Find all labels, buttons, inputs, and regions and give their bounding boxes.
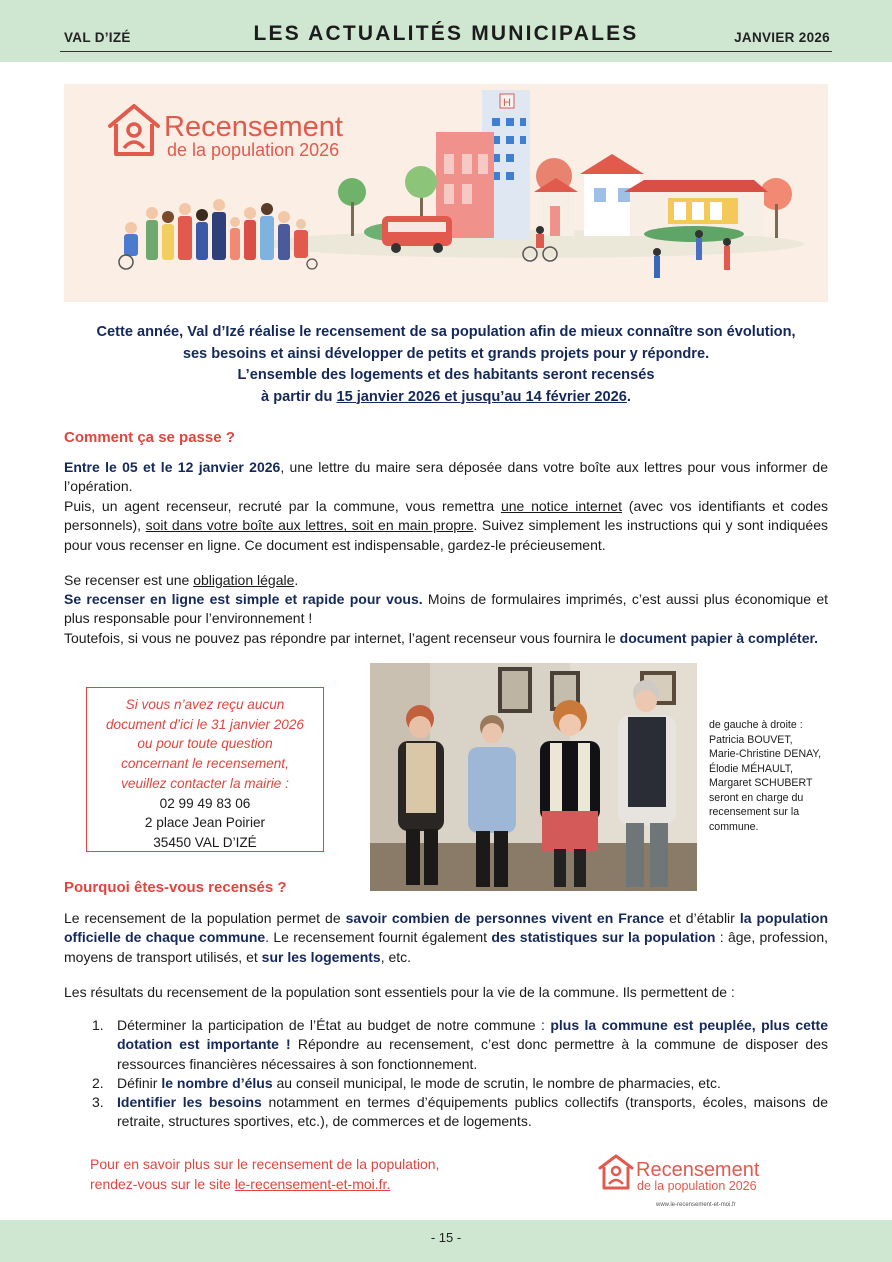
photo-caption: de gauche à droite : Patricia BOUVET, Marie-Christine DENAY, Élodie MÉHAULT, Margaret SCHUBERT seront en charge du recensement sur la commune.	[709, 719, 822, 833]
people-group-illustration	[119, 199, 317, 269]
intro-line-4: à partir du 15 janvier 2026 et jusqu’au 14 février 2026.	[261, 388, 631, 405]
mairie-phone: 02 99 49 83 06	[159, 795, 251, 811]
mairie-street: 2 place Jean Poirier	[144, 815, 266, 831]
intro-line-3: L’ensemble des logements et des habitants seront recensés	[237, 367, 655, 383]
section-how-paragraph-1: Entre le 05 et le 12 janvier 2026, une lettre du maire sera déposée dans votre boîte aux lettres pour vous informer de l’opération.	[64, 459, 828, 495]
svg-text:H: H	[503, 97, 511, 109]
list-item: 3. Identifier les besoins notamment en termes d’équipements publics collectifs (transports, écoles, maisons de retraite, structures sportives, etc.), de commerces et de logements.	[92, 1094, 828, 1130]
banner-logo-title: Recensement	[164, 111, 343, 143]
mairie-city: 35450 VAL D’IZÉ	[153, 834, 257, 850]
section-why-paragraph-2: Les résultats du recensement de la population sont essentiels pour la vie de la commune. Ils permettent de :	[64, 984, 735, 1000]
footer-logo-subtitle: de la population 2026	[637, 1179, 757, 1193]
list-item: 1. Déterminer la participation de l’État au budget de notre commune : plus la commune est peuplée, plus cette dotation est importante ! Répondre au recensement, c’est donc permettre à la commune de disposer des ressources financières nécessaires à son fonctionnement.	[92, 1017, 828, 1072]
intro-line-2: ses besoins et ainsi développer de petits et grands projets pour y répondre.	[182, 345, 710, 362]
header-date: JANVIER 2026	[734, 30, 830, 45]
mairie-contact-box: Si vous n’avez reçu aucun document d’ici le 31 janvier 2026 ou pour toute question concernant le recensement, veuillez contacter la mairie : 02 99 49 83 06 2 place Jean Poirier 35450 VAL D’IZÉ	[86, 687, 324, 852]
section-how-paragraph-3: Se recenser est une obligation légale.	[64, 572, 299, 588]
section-why-title: Pourquoi êtes-vous recensés ?	[64, 879, 287, 896]
census-dates: 15 janvier 2026 et jusqu’au 14 février 2026	[336, 388, 627, 405]
section-how-paragraph-5: Toutefois, si vous ne pouvez pas répondre par internet, l’agent recenseur vous fournira le document papier à compléter.	[64, 630, 819, 646]
census-banner	[64, 84, 828, 302]
header-rule	[60, 22, 832, 52]
more-info-note: Pour en savoir plus sur le recensement de la population, rendez-vous sur le site le-recensement-et-moi.fr.	[90, 1156, 440, 1192]
footer-logo-url: www.le-recensement-et-moi.fr	[656, 1202, 736, 1208]
section-why-paragraph-1: Le recensement de la population permet de savoir combien de personnes vivent en France et d’établir la population officielle de chaque commune. Le recensement fournit également des statistiques sur la population : âge, profession, moyens de transport utilisés, et sur les logements, etc.	[64, 910, 829, 965]
purpose-list	[86, 1016, 828, 1132]
intro-text	[64, 322, 828, 408]
banner-logo-subtitle: de la population 2026	[167, 140, 340, 160]
page-header	[0, 0, 892, 62]
census-agents-photo	[370, 663, 697, 891]
census-logo-small	[596, 1150, 772, 1212]
census-website-link[interactable]: le-recensement-et-moi.fr.	[234, 1176, 391, 1192]
section-how-title: Comment ça se passe ?	[64, 429, 235, 446]
section-how-paragraph-2: Puis, un agent recenseur, recruté par la commune, vous remettra une notice internet (avec vos identifiants et codes personnels), soit dans votre boîte aux lettres, soit en main propre. Suivez simplement les instructions qui y sont indiquées pour vous recenser en ligne. Ce document est indispensable, gardez-le précieusement.	[64, 498, 828, 553]
list-item: 2. Définir le nombre d’élus au conseil municipal, le mode de scrutin, le nombre de pharmacies, etc.	[92, 1074, 721, 1091]
intro-line-1: Cette année, Val d’Izé réalise le recensement de sa population afin de mieux connaître son évolution,	[96, 324, 796, 340]
house-logo-icon	[110, 106, 158, 154]
section-how-paragraph-4: Se recenser en ligne est simple et rapide pour vous. Moins de formulaires imprimés, c’est aussi plus économique et plus responsable pour l’environnement !	[64, 591, 829, 627]
footer-logo-title: Recensement	[636, 1159, 760, 1181]
page-footer	[0, 1220, 892, 1262]
header-town: VAL D’IZÉ	[64, 30, 131, 45]
header-title: LES ACTUALITÉS MUNICIPALES	[253, 22, 639, 45]
banner-illustration	[64, 84, 828, 302]
house-logo-icon	[600, 1156, 632, 1188]
page-number: - 15 -	[430, 1230, 462, 1245]
